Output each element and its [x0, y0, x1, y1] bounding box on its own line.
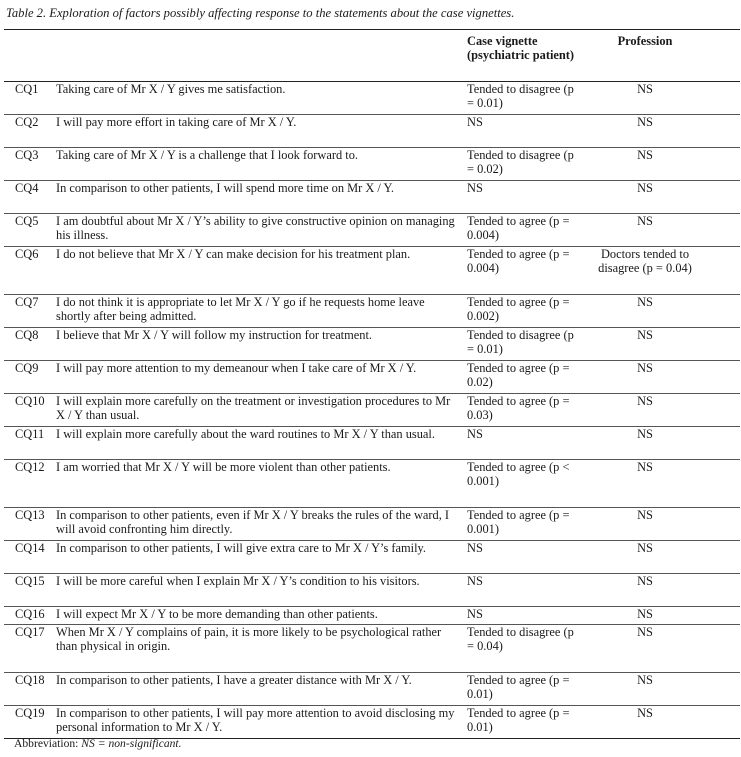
table-row: [4, 115, 740, 148]
row-statement: In comparison to other patients, I will spend more time on Mr X / Y.: [56, 181, 394, 195]
row-vignette: Tended to disagree (p = 0.04): [467, 625, 574, 653]
row-statement: I will explain more carefully about the ward routines to Mr X / Y than usual.: [56, 427, 435, 441]
row-code: CQ5: [15, 214, 39, 228]
row-profession: NS: [637, 706, 653, 720]
row-profession: NS: [637, 115, 653, 129]
table-row: [4, 82, 740, 115]
table-row: [4, 394, 740, 427]
table-row: [4, 427, 740, 460]
row-statement: I do not think it is appropriate to let Mr X / Y go if he requests home leave shortly after being admitted.: [56, 295, 425, 323]
row-code: CQ4: [15, 181, 39, 195]
row-profession: NS: [637, 181, 653, 195]
row-code: CQ15: [15, 574, 45, 588]
header-profession: Profession: [580, 30, 740, 82]
row-vignette: Tended to disagree (p = 0.01): [467, 82, 574, 110]
row-statement: In comparison to other patients, I will pay more attention to avoid disclosing my personal information to Mr X / Y.: [56, 706, 455, 734]
footnote-text: NS = non-significant.: [81, 737, 182, 750]
row-profession: NS: [637, 460, 653, 474]
row-profession: NS: [637, 361, 653, 375]
row-profession: NS: [637, 328, 653, 342]
row-statement: In comparison to other patients, I have a greater distance with Mr X / Y.: [56, 673, 412, 687]
table-row: [4, 295, 740, 328]
row-vignette: NS: [467, 427, 483, 441]
table-row: [4, 673, 740, 706]
row-statement: In comparison to other patients, I will give extra care to Mr X / Y’s family.: [56, 541, 427, 555]
row-code: CQ12: [15, 460, 45, 474]
row-profession: NS: [637, 508, 653, 522]
footnote-label: Abbreviation:: [14, 737, 82, 750]
footnote: [14, 737, 182, 750]
row-vignette: NS: [467, 181, 483, 195]
row-statement: I will expect Mr X / Y to be more demanding than other patients.: [56, 607, 378, 621]
header-statement: [48, 30, 463, 82]
table-caption: Table 2. Exploration of factors possibly affecting response to the statements about the case vignettes.: [6, 6, 515, 20]
row-code: CQ3: [15, 148, 39, 162]
row-profession: NS: [637, 607, 653, 621]
row-profession: NS: [637, 427, 653, 441]
row-code: CQ10: [15, 394, 45, 408]
table-header-row: [4, 30, 740, 82]
table-row: [4, 625, 740, 673]
table-row: [4, 508, 740, 541]
row-statement: When Mr X / Y complains of pain, it is more likely to be psychological rather than physical in origin.: [56, 625, 442, 653]
row-code: CQ9: [15, 361, 39, 375]
row-statement: I will pay more effort in taking care of Mr X / Y.: [56, 115, 297, 129]
row-code: CQ18: [15, 673, 45, 687]
row-code: CQ6: [15, 247, 39, 261]
row-code: CQ16: [15, 607, 45, 621]
table-row: [4, 541, 740, 574]
row-statement: I am doubtful about Mr X / Y’s ability to give constructive opinion on managing his illness.: [56, 214, 455, 242]
row-vignette: Tended to agree (p = 0.004): [467, 247, 570, 275]
row-code: CQ1: [15, 82, 39, 96]
row-statement: Taking care of Mr X / Y is a challenge that I look forward to.: [56, 148, 359, 162]
table-body: [4, 82, 740, 739]
row-code: CQ2: [15, 115, 39, 129]
table-row: [4, 361, 740, 394]
row-profession: NS: [637, 295, 653, 309]
row-vignette: Tended to disagree (p = 0.02): [467, 148, 574, 176]
row-code: CQ7: [15, 295, 39, 309]
row-profession: NS: [637, 148, 653, 162]
row-vignette: Tended to agree (p = 0.001): [467, 508, 570, 536]
row-vignette: NS: [467, 574, 483, 588]
row-profession: NS: [637, 541, 653, 555]
row-code: CQ14: [15, 541, 45, 555]
table-row: [4, 181, 740, 214]
table-row: [4, 607, 740, 625]
row-vignette: Tended to agree (p = 0.01): [467, 706, 570, 734]
row-statement: I do not believe that Mr X / Y can make decision for his treatment plan.: [56, 247, 411, 261]
table-row: [4, 328, 740, 361]
row-vignette: Tended to agree (p = 0.03): [467, 394, 570, 422]
row-statement: I will pay more attention to my demeanour when I take care of Mr X / Y.: [56, 361, 417, 375]
row-code: CQ19: [15, 706, 45, 720]
table-row: [4, 148, 740, 181]
row-vignette: NS: [467, 115, 483, 129]
row-vignette: NS: [467, 607, 483, 621]
table-row: [4, 460, 740, 508]
table-row: [4, 706, 740, 739]
table-row: [4, 574, 740, 607]
row-code: CQ13: [15, 508, 45, 522]
row-vignette: Tended to agree (p = 0.002): [467, 295, 570, 323]
row-statement: I will be more careful when I explain Mr X / Y’s condition to his visitors.: [56, 574, 420, 588]
row-statement: I believe that Mr X / Y will follow my instruction for treatment.: [56, 328, 373, 342]
row-profession: NS: [637, 214, 653, 228]
row-vignette: Tended to agree (p = 0.02): [467, 361, 570, 389]
row-vignette: Tended to disagree (p = 0.01): [467, 328, 574, 356]
table-row: [4, 247, 740, 295]
row-profession: NS: [637, 625, 653, 639]
results-table: [4, 29, 740, 739]
row-profession: Doctors tended to disagree (p = 0.04): [598, 247, 692, 275]
row-profession: NS: [637, 394, 653, 408]
table-row: [4, 214, 740, 247]
header-vignette: Case vignette (psychiatric patient): [463, 30, 580, 82]
row-vignette: Tended to agree (p < 0.001): [467, 460, 570, 488]
row-profession: NS: [637, 673, 653, 687]
row-code: CQ11: [15, 427, 45, 441]
row-statement: I am worried that Mr X / Y will be more violent than other patients.: [56, 460, 391, 474]
row-vignette: Tended to agree (p = 0.01): [467, 673, 570, 701]
row-profession: NS: [637, 574, 653, 588]
row-vignette: Tended to agree (p = 0.004): [467, 214, 570, 242]
row-profession: NS: [637, 82, 653, 96]
row-statement: Taking care of Mr X / Y gives me satisfaction.: [56, 82, 286, 96]
header-code: [4, 30, 48, 82]
row-statement: In comparison to other patients, even if Mr X / Y breaks the rules of the ward, I will avoid confronting him directly.: [56, 508, 450, 536]
row-code: CQ17: [15, 625, 45, 639]
row-statement: I will explain more carefully on the treatment or investigation procedures to Mr X / Y than usual.: [56, 394, 451, 422]
row-code: CQ8: [15, 328, 39, 342]
row-vignette: NS: [467, 541, 483, 555]
